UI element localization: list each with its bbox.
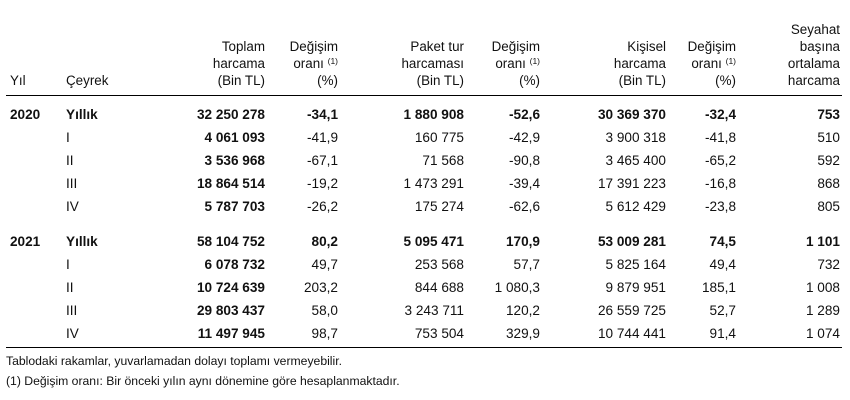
cell-change-rate-3: 52,7	[709, 303, 736, 318]
cell-change-rate-2: 329,9	[505, 326, 540, 341]
expenditure-table	[6, 0, 842, 341]
cell-quarter: III	[66, 176, 78, 191]
cell-year: 2021	[10, 234, 41, 249]
cell-total-spending: 4 061 093	[204, 130, 265, 145]
cell-total-spending: 10 724 639	[196, 280, 265, 295]
cell-change-rate-1: 49,7	[311, 257, 338, 272]
cell-change-rate-3: 74,5	[709, 234, 736, 249]
cell-change-rate-1: -19,2	[307, 176, 338, 191]
header-change-rate-2: Değişim oranı $^{(1)}$ (%)	[491, 39, 540, 88]
cell-average-per-trip: 510	[817, 130, 840, 145]
cell-average-per-trip: 1 101	[805, 234, 840, 249]
cell-change-rate-2: -52,6	[509, 107, 540, 122]
cell-quarter: IV	[66, 326, 79, 341]
cell-quarter: IV	[66, 199, 79, 214]
cell-quarter: I	[66, 130, 70, 145]
table-row	[6, 254, 842, 276]
cell-average-per-trip: 753	[817, 107, 840, 122]
cell-quarter: Yıllık	[66, 107, 98, 122]
cell-change-rate-3: -16,8	[705, 176, 736, 191]
cell-change-rate-2: -39,4	[509, 176, 540, 191]
cell-change-rate-3: 185,1	[701, 280, 736, 295]
cell-personal-spending: 17 391 223	[597, 176, 666, 191]
table-row	[6, 173, 842, 195]
cell-personal-spending: 9 879 951	[605, 280, 666, 295]
cell-total-spending: 32 250 278	[196, 107, 265, 122]
table-header	[6, 0, 842, 93]
cell-change-rate-2: 170,9	[505, 234, 540, 249]
cell-package-tour: 844 688	[414, 280, 464, 295]
cell-quarter: II	[66, 153, 74, 168]
cell-package-tour: 1 473 291	[403, 176, 464, 191]
cell-package-tour: 160 775	[414, 130, 464, 145]
table-row	[6, 104, 842, 126]
cell-personal-spending: 10 744 441	[597, 326, 666, 341]
cell-change-rate-3: -65,2	[705, 153, 736, 168]
cell-change-rate-3: -23,8	[705, 199, 736, 214]
cell-package-tour: 753 504	[414, 326, 464, 341]
cell-average-per-trip: 868	[817, 176, 840, 191]
cell-change-rate-1: 98,7	[311, 326, 338, 341]
table-row	[6, 150, 842, 172]
cell-personal-spending: 3 900 318	[605, 130, 666, 145]
cell-change-rate-3: -41,8	[705, 130, 736, 145]
header-change-rate-1: Değişim oranı $^{(1)}$ (%)	[289, 39, 338, 88]
cell-quarter: Yıllık	[66, 234, 98, 249]
cell-change-rate-1: 58,0	[311, 303, 338, 318]
cell-change-rate-2: 1 080,3	[494, 280, 540, 295]
cell-package-tour: 175 274	[414, 199, 464, 214]
cell-package-tour: 71 568	[422, 153, 464, 168]
cell-change-rate-1: -34,1	[307, 107, 338, 122]
cell-change-rate-1: -26,2	[307, 199, 338, 214]
cell-personal-spending: 5 825 164	[605, 257, 666, 272]
table-row	[6, 196, 842, 218]
header-change-rate-3: Değişim oranı $^{(1)}$ (%)	[687, 39, 736, 88]
cell-total-spending: 58 104 752	[196, 234, 265, 249]
cell-total-spending: 3 536 968	[204, 153, 265, 168]
cell-change-rate-2: 57,7	[513, 257, 540, 272]
cell-quarter: II	[66, 280, 74, 295]
cell-total-spending: 6 078 732	[204, 257, 265, 272]
cell-total-spending: 29 803 437	[196, 303, 265, 318]
header-quarter: Çeyrek	[66, 73, 109, 88]
cell-average-per-trip: 1 008	[805, 280, 840, 295]
cell-average-per-trip: 1 289	[805, 303, 840, 318]
cell-change-rate-1: -41,9	[307, 130, 338, 145]
header-rule	[6, 95, 842, 96]
table-row	[6, 231, 842, 253]
table-row	[6, 277, 842, 299]
table-row	[6, 323, 842, 345]
cell-total-spending: 18 864 514	[196, 176, 265, 191]
cell-average-per-trip: 592	[817, 153, 840, 168]
cell-change-rate-3: 91,4	[709, 326, 736, 341]
cell-package-tour: 253 568	[414, 257, 464, 272]
cell-quarter: III	[66, 303, 78, 318]
cell-change-rate-2: -90,8	[509, 153, 540, 168]
cell-package-tour: 1 880 908	[403, 107, 464, 122]
cell-personal-spending: 53 009 281	[597, 234, 666, 249]
cell-change-rate-2: -42,9	[509, 130, 540, 145]
cell-average-per-trip: 805	[817, 199, 840, 214]
cell-total-spending: 11 497 945	[197, 326, 265, 341]
cell-personal-spending: 26 559 725	[597, 303, 666, 318]
cell-average-per-trip: 1 074	[805, 326, 840, 341]
cell-total-spending: 5 787 703	[204, 199, 265, 214]
rounding-note: Tablodaki rakamlar, yuvarlamadan dolayı toplamı vermeyebilir.	[6, 354, 342, 368]
cell-personal-spending: 3 465 400	[605, 153, 666, 168]
header-year: Yıl	[10, 73, 26, 88]
header-total-spending: Toplam harcama (Bin TL)	[212, 39, 265, 88]
cell-personal-spending: 5 612 429	[605, 199, 666, 214]
bottom-rule	[6, 347, 842, 348]
cell-year: 2020	[10, 107, 41, 122]
header-personal-spending: Kişisel harcama (Bin TL)	[613, 39, 666, 88]
cell-change-rate-1: 203,2	[303, 280, 338, 295]
cell-personal-spending: 30 369 370	[597, 107, 666, 122]
cell-change-rate-3: 49,4	[709, 257, 736, 272]
cell-average-per-trip: 732	[817, 257, 840, 272]
cell-change-rate-2: 120,2	[505, 303, 540, 318]
cell-change-rate-1: 80,2	[311, 234, 338, 249]
cell-change-rate-1: -67,1	[307, 153, 338, 168]
cell-package-tour: 3 243 711	[404, 303, 464, 318]
cell-quarter: I	[66, 257, 70, 272]
table-row	[6, 300, 842, 322]
header-package-tour-spending: Paket tur harcaması (Bin TL)	[401, 39, 464, 88]
cell-change-rate-3: -32,4	[705, 107, 736, 122]
cell-change-rate-2: -62,6	[509, 199, 540, 214]
table-row	[6, 127, 842, 149]
header-average-per-trip: Seyahat başına ortalama harcama	[787, 22, 840, 88]
cell-package-tour: 5 095 471	[403, 234, 464, 249]
change-rate-footnote: (1) Değişim oranı: Bir önceki yılın aynı dönemine göre hesaplanmaktadır.	[6, 374, 400, 388]
